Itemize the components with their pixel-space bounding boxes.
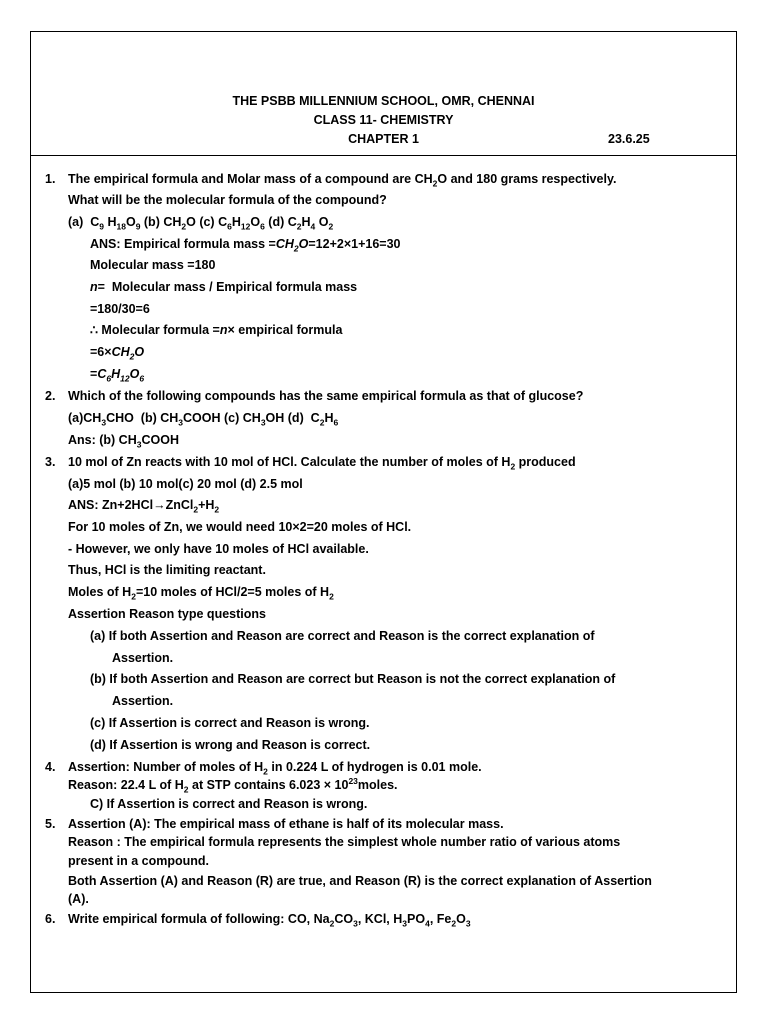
q6-text: Write empirical formula of following: CO, $Na_2CO_3$, KCl, $H_3PO_4$, $Fe_2O_3$: [68, 912, 471, 929]
q2-text: Which of the following compounds has the same empirical formula as that of glucose?: [68, 389, 584, 403]
q1-ans-6: $=6\times CH_2O$: [90, 345, 145, 362]
q5-assertion: Assertion (A): The empirical mass of ethane is half of its molecular mass.: [68, 817, 504, 831]
ar-option-d: (d) If Assertion is wrong and Reason is correct.: [90, 738, 371, 752]
q1-ans-4: =180/30=6: [90, 302, 150, 316]
ar-option-a-cont: Assertion.: [112, 651, 174, 665]
q1-number: 1.: [45, 172, 56, 186]
q5-answer: Both Assertion (A) and Reason (R) are true, and Reason (R) is the correct explanation of Assertion: [68, 874, 652, 888]
ar-title: Assertion Reason type questions: [68, 607, 266, 621]
school-name: THE PSBB MILLENNIUM SCHOOL, OMR, CHENNAI: [232, 94, 535, 108]
ar-option-a: (a) If both Assertion and Reason are correct and Reason is the correct explanation of: [90, 629, 595, 643]
q5-number: 5.: [45, 817, 56, 831]
class-title: CLASS 11- CHEMISTRY: [313, 113, 454, 127]
q2-number: 2.: [45, 389, 56, 403]
q5-reason: Reason : The empirical formula represents the simplest whole number ratio of various atoms: [68, 835, 621, 849]
q3-ans-4: Thus, HCl is the limiting reactant.: [68, 563, 266, 577]
q3-ans-3: - However, we only have 10 moles of HCl available.: [68, 542, 369, 556]
q4-assertion: Assertion: Number of moles of $H_2$ in 0.224 L of hydrogen is 0.01 mole.: [68, 760, 482, 777]
ar-option-b: (b) If both Assertion and Reason are correct but Reason is not the correct explanation of: [90, 672, 616, 686]
q1-text: The empirical formula and Molar mass of a compound are $CH_2O$ and 180 grams respectively.: [68, 172, 617, 189]
q2-answer: Ans: (b) $CH_3COOH$: [68, 433, 179, 450]
ar-option-b-cont: Assertion.: [112, 694, 174, 708]
q1-question: What will be the molecular formula of the compound?: [68, 193, 387, 207]
q3-text: 10 mol of Zn reacts with 10 mol of HCl. Calculate the number of moles of $H_2$ produced: [68, 455, 576, 472]
q6-number: 6.: [45, 912, 56, 926]
q1-ans-2: Molecular mass =180: [90, 258, 216, 272]
q3-ans-1: ANS: $Zn+2HCl\to ZnCl_2+H_2$: [68, 498, 220, 515]
header-divider: [30, 155, 737, 156]
q3-ans-5: Moles of $H_2=10$ moles of HCl/2=5 moles of $H_2$: [68, 585, 334, 602]
q3-options: (a)5 mol (b) 10 mol(c) 20 mol (d) 2.5 mol: [68, 477, 303, 491]
q5-reason-cont: present in a compound.: [68, 854, 209, 868]
q2-options: $(a)CH_3CHO$ (b) $CH_3COOH$ (c) $CH_3OH$ (d) $C_2H_6$: [68, 411, 339, 428]
date: 23.6.25: [608, 132, 650, 146]
q1-ans-3: n= Molecular mass / Empirical formula mass: [90, 280, 358, 294]
q1-ans-5: ∴ Molecular formula =n× empirical formula: [90, 323, 343, 337]
q1-options: (a) $C_9$ $H_{18}O_9$ (b) $CH_2O$ (c) $C_6H_{12}O_6$ (d) $C_2H_4$ $O_2$: [68, 215, 334, 232]
q4-answer: C) If Assertion is correct and Reason is wrong.: [90, 797, 368, 811]
chapter-title: CHAPTER 1: [348, 132, 419, 146]
q4-reason: Reason: 22.4 L of $H_2$ at STP contains $6.023 \times 10^{23}moles$.: [68, 775, 398, 795]
ar-option-c: (c) If Assertion is correct and Reason is wrong.: [90, 716, 370, 730]
q5-answer-cont: (A).: [68, 892, 89, 906]
q1-ans-7: $=C_6H_{12}O_6$: [90, 367, 145, 384]
q4-number: 4.: [45, 760, 56, 774]
q3-ans-2: For 10 moles of Zn, we would need 10×2=20 moles of HCl.: [68, 520, 412, 534]
q3-number: 3.: [45, 455, 56, 469]
q1-ans-1: ANS: Empirical formula mass $=CH_2O=12+2\times 1+16=30$: [90, 237, 401, 254]
